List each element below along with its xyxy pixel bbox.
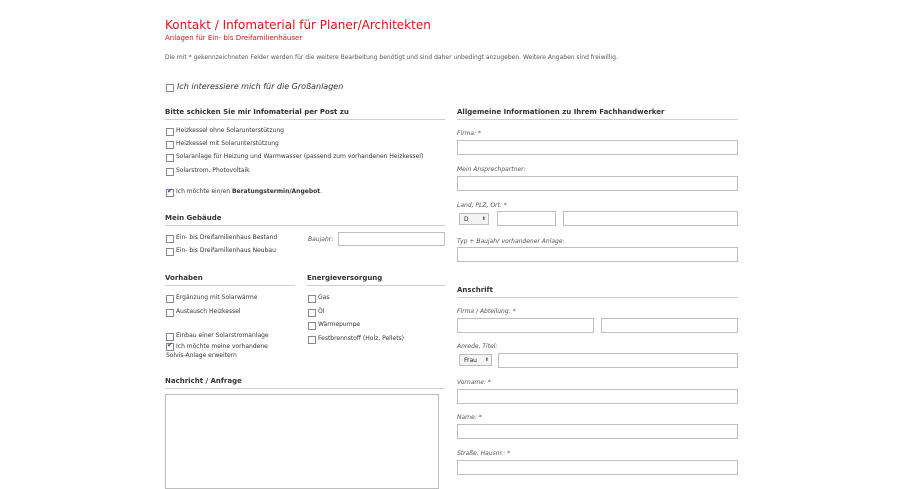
fh-ort-input[interactable] bbox=[563, 211, 738, 226]
energie-label-2: Öl bbox=[318, 308, 325, 315]
anschrift-heading: Anschrift bbox=[457, 286, 493, 294]
baujahr-input[interactable] bbox=[338, 232, 445, 246]
fachhandwerker-heading: Allgemeine Informationen zu Ihrem Fachhandwerker bbox=[457, 108, 665, 116]
an-strasse-label: Straße, Hausnr.: * bbox=[457, 450, 511, 457]
info-checkbox-1[interactable] bbox=[166, 128, 174, 136]
an-name-label: Name: * bbox=[457, 414, 482, 421]
grossanlagen-checkbox[interactable] bbox=[166, 84, 174, 92]
an-firma-label: Firma / Abteilung: * bbox=[457, 308, 516, 315]
gebaeude-checkbox-2[interactable] bbox=[166, 248, 174, 256]
info-checkbox-3[interactable] bbox=[166, 154, 174, 162]
page-subtitle: Anlagen für Ein- bis Dreifamilienhäuser bbox=[165, 34, 303, 42]
an-vorname-label: Vorname: * bbox=[457, 379, 491, 386]
divider bbox=[165, 119, 445, 120]
energie-label-1: Gas bbox=[318, 294, 330, 301]
updown-arrow-icon: ⬍ bbox=[484, 357, 489, 363]
vorhaben-checkbox-4[interactable] bbox=[166, 343, 174, 351]
vorhaben-label-3: Einbau einer Solarstromanlage bbox=[176, 332, 269, 339]
an-vorname-input[interactable] bbox=[457, 389, 738, 404]
fh-typ-input[interactable] bbox=[457, 247, 738, 262]
gebaeude-checkbox-1[interactable] bbox=[166, 235, 174, 243]
page-title: Kontakt / Infomaterial für Planer/Architekten bbox=[165, 18, 431, 32]
gebaeude-label-2: Ein- bis Dreifamilienhaus Neubau bbox=[176, 247, 276, 254]
an-name-input[interactable] bbox=[457, 424, 738, 439]
baujahr-label: Baujahr: bbox=[308, 236, 334, 243]
fh-ansprech-input[interactable] bbox=[457, 176, 738, 191]
vorhaben-label-4a: Ich möchte meine vorhandene bbox=[176, 343, 268, 350]
beratung-checkbox[interactable] bbox=[166, 189, 174, 197]
an-strasse-input[interactable] bbox=[457, 460, 738, 475]
grossanlagen-label: Ich interessiere mich für die Großanlagen bbox=[177, 82, 344, 91]
beratung-label: Ich möchte ein/en Beratungstermin/Angebot. bbox=[176, 188, 323, 195]
energie-checkbox-2[interactable] bbox=[308, 309, 316, 317]
energie-checkbox-1[interactable] bbox=[308, 295, 316, 303]
energie-label-3: Wärmepumpe bbox=[318, 321, 361, 328]
fh-firma-label: Firma: * bbox=[457, 130, 482, 137]
required-note: Die mit * gekennzeichneten Felder werden für die weitere Bearbeitung benötigt und sind daher unbedingt anzugeben. Weitere Angaben sind freiwillig. bbox=[165, 54, 618, 61]
fh-firma-input[interactable] bbox=[457, 140, 738, 155]
energie-checkbox-4[interactable] bbox=[308, 336, 316, 344]
gebaeude-label-1: Ein- bis Dreifamilienhaus Bestand bbox=[176, 234, 278, 241]
vorhaben-checkbox-1[interactable] bbox=[166, 295, 174, 303]
fh-land-select[interactable]: D ⬍ bbox=[459, 213, 489, 225]
vorhaben-checkbox-2[interactable] bbox=[166, 309, 174, 317]
nachricht-textarea[interactable] bbox=[165, 394, 439, 489]
info-label-3: Solaranlage für Heizung und Warmwasser (passend zum vorhandenen Heizkessel) bbox=[176, 153, 424, 160]
energie-checkbox-3[interactable] bbox=[308, 322, 316, 330]
vorhaben-checkbox-3[interactable] bbox=[166, 333, 174, 341]
info-label-2: Heizkessel mit Solarunterstützung bbox=[176, 140, 279, 147]
an-titel-input[interactable] bbox=[498, 353, 738, 368]
fh-plz-input[interactable] bbox=[497, 211, 556, 226]
an-anrede-select[interactable]: Frau ⬍ bbox=[459, 354, 492, 366]
fh-typ-label: Typ + Baujahr vorhandener Anlage: bbox=[457, 238, 565, 245]
an-abteilung-input[interactable] bbox=[601, 318, 738, 333]
info-checkbox-2[interactable] bbox=[166, 141, 174, 149]
updown-arrow-icon: ⬍ bbox=[481, 216, 486, 222]
infomaterial-heading: Bitte schicken Sie mir Infomaterial per Post zu bbox=[165, 108, 349, 116]
vorhaben-heading: Vorhaben bbox=[165, 274, 203, 282]
info-label-4: Solarstrom, Photovoltaik bbox=[176, 167, 250, 174]
divider bbox=[165, 285, 295, 286]
an-firma-input[interactable] bbox=[457, 318, 594, 333]
fh-ansprech-label: Mein Ansprechpartner: bbox=[457, 166, 526, 173]
divider bbox=[457, 297, 738, 298]
gebaeude-heading: Mein Gebäude bbox=[165, 214, 222, 222]
an-anrede-label: Anrede, Titel: bbox=[457, 343, 498, 350]
nachricht-heading: Nachricht / Anfrage bbox=[165, 377, 242, 385]
divider bbox=[457, 119, 738, 120]
vorhaben-label-4b: Solvis-Anlage erweitern bbox=[166, 352, 237, 359]
fh-land-label: Land, PLZ, Ort: * bbox=[457, 202, 507, 209]
vorhaben-label-2: Austausch Heizkessel bbox=[176, 308, 241, 315]
energie-label-4: Festbrennstoff (Holz, Pellets) bbox=[318, 335, 405, 342]
energie-heading: Energieversorgung bbox=[307, 274, 383, 282]
vorhaben-label-1: Ergänzung mit Solarwärme bbox=[176, 294, 258, 301]
info-checkbox-4[interactable] bbox=[166, 168, 174, 176]
info-label-1: Heizkessel ohne Solarunterstützung bbox=[176, 127, 284, 134]
divider bbox=[165, 388, 445, 389]
divider bbox=[307, 285, 445, 286]
divider bbox=[165, 225, 445, 226]
